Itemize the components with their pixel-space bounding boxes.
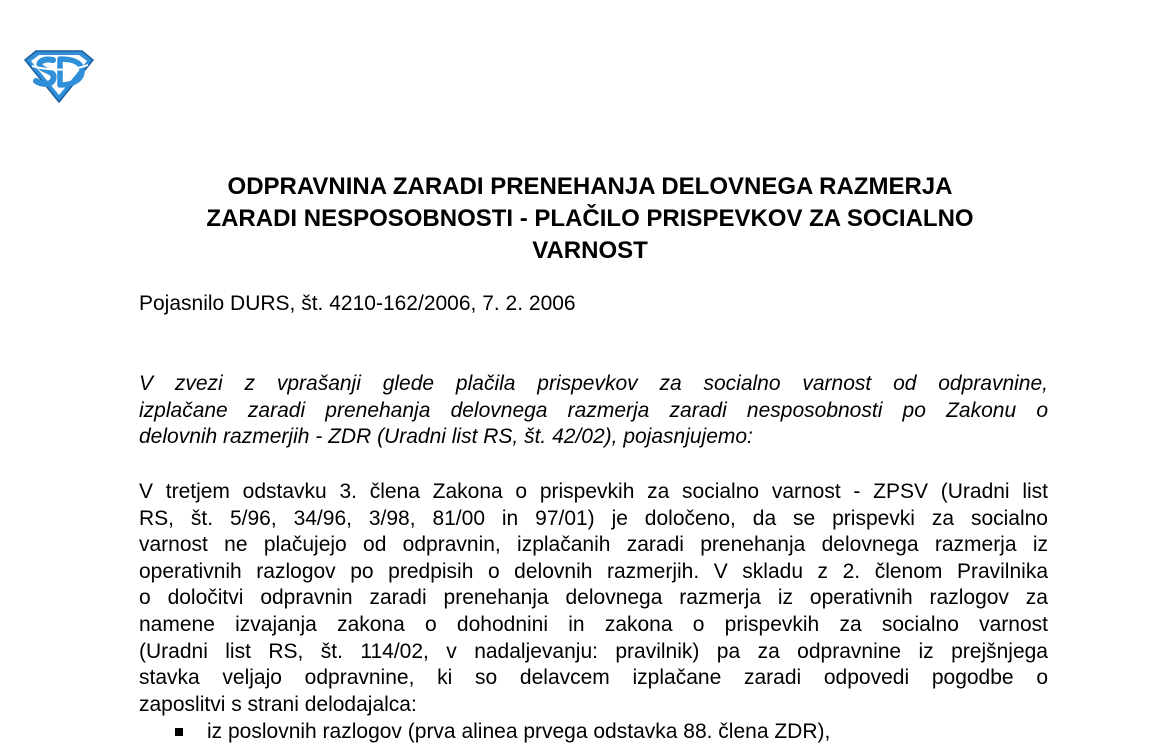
body-line: varnost ne plačujejo od odpravnin, izplačanih zaradi prenehanja delovnega razmerja iz <box>139 533 1048 557</box>
document-source: Pojasnilo DURS, št. 4210-162/2006, 7. 2. 2006 <box>139 292 576 315</box>
body-line: (Uradni list RS, št. 114/02, v nadaljevanju: pravilnik) pa za odpravnine iz prejšnjega <box>139 639 1048 663</box>
document-title <box>130 171 1050 267</box>
intro-line: izplačane zaradi prenehanja delovnega razmerja zaradi nesposobnosti po Zakonu o <box>139 398 1048 422</box>
body-line: V tretjem odstavku 3. člena Zakona o prispevkih za socialno varnost - ZPSV (Uradni list <box>139 480 1048 503</box>
title-line: VARNOST <box>532 237 648 264</box>
body-line: o določitvi odpravnin zaradi prenehanja delovnega razmerja iz operativnih razlogov za <box>139 586 1048 610</box>
title-line: ZARADI NESPOSOBNOSTI - PLAČILO PRISPEVKOV ZA SOCIALNO <box>206 205 974 232</box>
body-line: namene izvajanja zakona o dohodnini in zakona o prispevkih za socialno varnost <box>139 612 1048 636</box>
title-line: ODPRAVNINA ZARADI PRENEHANJA DELOVNEGA RAZMERJA <box>227 173 953 200</box>
body-paragraph <box>139 479 1048 718</box>
square-bullet-icon <box>175 728 183 736</box>
intro-line: delovnih razmerjih - ZDR (Uradni list RS, št. 42/02), pojasnjujemo: <box>139 425 753 449</box>
body-line: RS, št. 5/96, 34/96, 3/98, 81/00 in 97/01) je določeno, da se prispevki za socialno <box>139 506 1048 530</box>
body-line: stavka veljajo odpravnine, ki so delavcem izplačane zaradi odpovedi pogodbe o <box>139 666 1048 690</box>
intro-line: V zvezi z vprašanji glede plačila prispevkov za socialno varnost od odpravnine, <box>139 372 1048 395</box>
bullet-list <box>139 718 1048 743</box>
body-line: zaposlitvi s strani delodajalca: <box>139 692 417 716</box>
body-line: operativnih razlogov po predpisih o delovnih razmerjih. V skladu z 2. členom Pravilnika <box>139 559 1048 583</box>
intro-paragraph <box>139 371 1048 451</box>
sd-logo-icon <box>22 48 96 104</box>
bullet-item <box>139 718 1048 743</box>
bullet-text: iz poslovnih razlogov (prva alinea prvega odstavka 88. člena ZDR), <box>207 720 831 743</box>
